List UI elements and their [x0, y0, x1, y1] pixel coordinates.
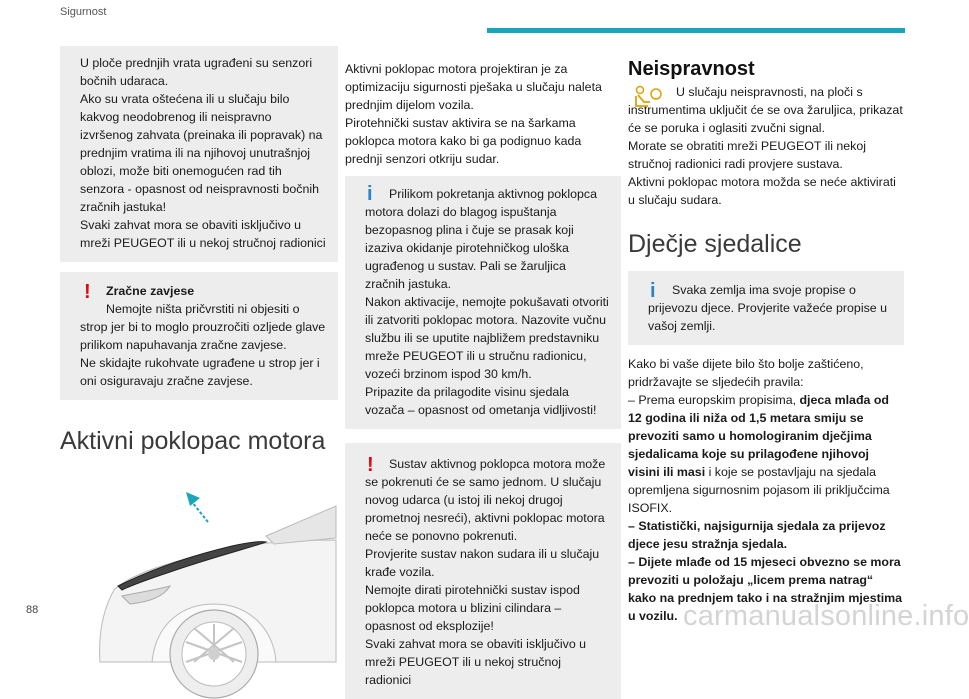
single-use-warning-box: [345, 443, 621, 699]
column-right: [628, 46, 904, 625]
column-middle: [345, 46, 621, 699]
section-heading-active-bonnet: Aktivni poklopac motora: [60, 427, 326, 455]
header-accent-bar: [487, 28, 905, 33]
door-sensor-line: Ako su vrata oštećena ili u slučaju bilo kakvog neodobrenog ili neispravno izvršenog zahvata (preinaka ili popravak) na prednjim vratima ili na njihovoj unutrašnjoj oblozi, može biti onemogućen rad tih senzora - opasnost od neispravnosti bočnih zračnih jastuka!: [80, 92, 323, 214]
child-transport-info-box: [628, 271, 904, 345]
curtain-airbag-title: Zračne zavjese: [106, 284, 195, 298]
warning-line: Sustav aktivnog poklopca motora može se pokrenuti će se samo jednom. U slučaju novog udarca (u istoj ili nekoj drugoj prometnoj nesreći), aktivni poklopac motora neće se ponovno pokrenuti.: [365, 457, 606, 543]
rule-2: – Statistički, najsigurnija sjedala za prijevoz djece jesu stražnja sjedala.: [628, 519, 886, 551]
fault-line: U slučaju neispravnosti, na ploči s instrumentima uključit će se ova žaruljica, prikazat će se poruka i oglasiti zvučni signal.: [628, 85, 903, 135]
warning-line: Nemojte dirati pirotehnički sustav ispod poklopca motora u blizini cilindara – opasnost od eksplozije!: [365, 583, 580, 633]
intro-line: Pirotehnički sustav aktivira se na šarkama poklopca motora kako bi ga podignuo kada prednji senzori otkriju sudar.: [345, 116, 582, 166]
door-sensor-note: [60, 46, 338, 262]
rule-1-suffix: i koje se postavljaju na sjedala opremljena sigurnosnim pojasom ili priključcima ISOFIX.: [628, 465, 890, 515]
rule-3: – Dijete mlađe od 15 mjeseci obvezno se mora prevoziti u položaju „licem prema natrag“ kako na prednjem tako i na stražnjim mjestima u vozilu.: [628, 555, 903, 623]
info-icon: i: [650, 280, 656, 302]
door-sensor-line: Svaki zahvat mora se obaviti isključivo u mreži PEUGEOT ili u nekoj stručnoj radionici: [80, 218, 326, 250]
section-heading-fault: Neispravnost: [628, 58, 755, 80]
column-left: [60, 46, 338, 662]
watermark: carmanualsonline.info: [683, 600, 969, 632]
fault-description: [628, 83, 904, 209]
rule-1-prefix: – Prema europskim propisima,: [628, 393, 800, 407]
section-heading-child-seats: Dječje sjedalice: [628, 230, 802, 258]
warning-line: Provjerite sustav nakon sudara ili u slučaju krađe vozila.: [365, 547, 600, 579]
warning-line: Svaki zahvat mora se obaviti isključivo u mreži PEUGEOT ili u nekoj stručnoj radionici: [365, 637, 587, 687]
info-icon: i: [367, 183, 373, 205]
door-sensor-line: U ploče prednjih vrata ugrađeni su senzori bočnih udaraca.: [80, 56, 313, 88]
activation-info-box: [345, 176, 621, 429]
warning-icon: !: [84, 281, 91, 303]
child-info-text: Svaka zemlja ima svoje propise o prijevozu djece. Provjerite važeće propise u vašoj zemlji.: [648, 283, 887, 333]
active-bonnet-intro: [345, 60, 621, 168]
info-line: Pripazite da prilagodite visinu sjedala vozača – opasnost od ometanja vidljivosti!: [365, 385, 597, 417]
info-line: Nakon aktivacije, nemojte pokušavati otvoriti ili zatvoriti poklopac motora. Nazovite vučnu službu ili se uputite najbližem predstavniku mreže PEUGEOT ili u stručnu radionicu, vozeći brzinom ispod 30 km/h.: [365, 295, 609, 381]
curtain-airbag-line: Ne skidajte rukohvate ugrađene u strop jer i oni osiguravaju zračne zavjese.: [80, 356, 320, 388]
page-number: 88: [26, 604, 39, 616]
child-seat-rules: [628, 355, 904, 625]
fault-line: Morate se obratiti mreži PEUGEOT ili nekoj stručnoj radionici radi provjere sustava.: [628, 139, 867, 171]
info-line: Prilikom pokretanja aktivnog poklopca motora dolazi do blagog ispuštanja bezopasnog plina i čuje se prasak koji izaziva okidanje pirotehničkog uloška ugrađenog u sustav. Pali se žaruljica zračnih jastuka.: [365, 187, 597, 291]
warning-icon: !: [367, 454, 374, 476]
curtain-airbag-warning: [60, 272, 338, 400]
rule-1: [628, 391, 904, 517]
fault-line: Aktivni poklopac motora možda se neće aktivirati u slučaju sudara.: [628, 175, 896, 207]
airbag-warning-lamp-icon: [628, 84, 664, 110]
curtain-airbag-line: Nemojte ništa pričvrstiti ni objesiti o strop jer bi to moglo prouzročiti ozljede glave prilikom napuhavanja zračne zavjese.: [80, 302, 326, 352]
rule-1-emphasis: djeca mlađa od 12 godina ili niža od 1,5 metara smiju se prevoziti samo u homologiranim dječjima sjedalicama koje su prilagođene njihovoj visini ili masi: [628, 393, 889, 479]
rules-intro: Kako bi vaše dijete bilo što bolje zaštićeno, pridržavajte se sljedećih pravila:: [628, 357, 864, 389]
intro-line: Aktivni poklopac motora projektiran je za optimizaciju sigurnosti pješaka u slučaju naleta prednjim dijelom vozila.: [345, 62, 602, 112]
car-bonnet-illustration: [60, 462, 338, 662]
header-section-title: Sigurnost: [60, 6, 107, 18]
